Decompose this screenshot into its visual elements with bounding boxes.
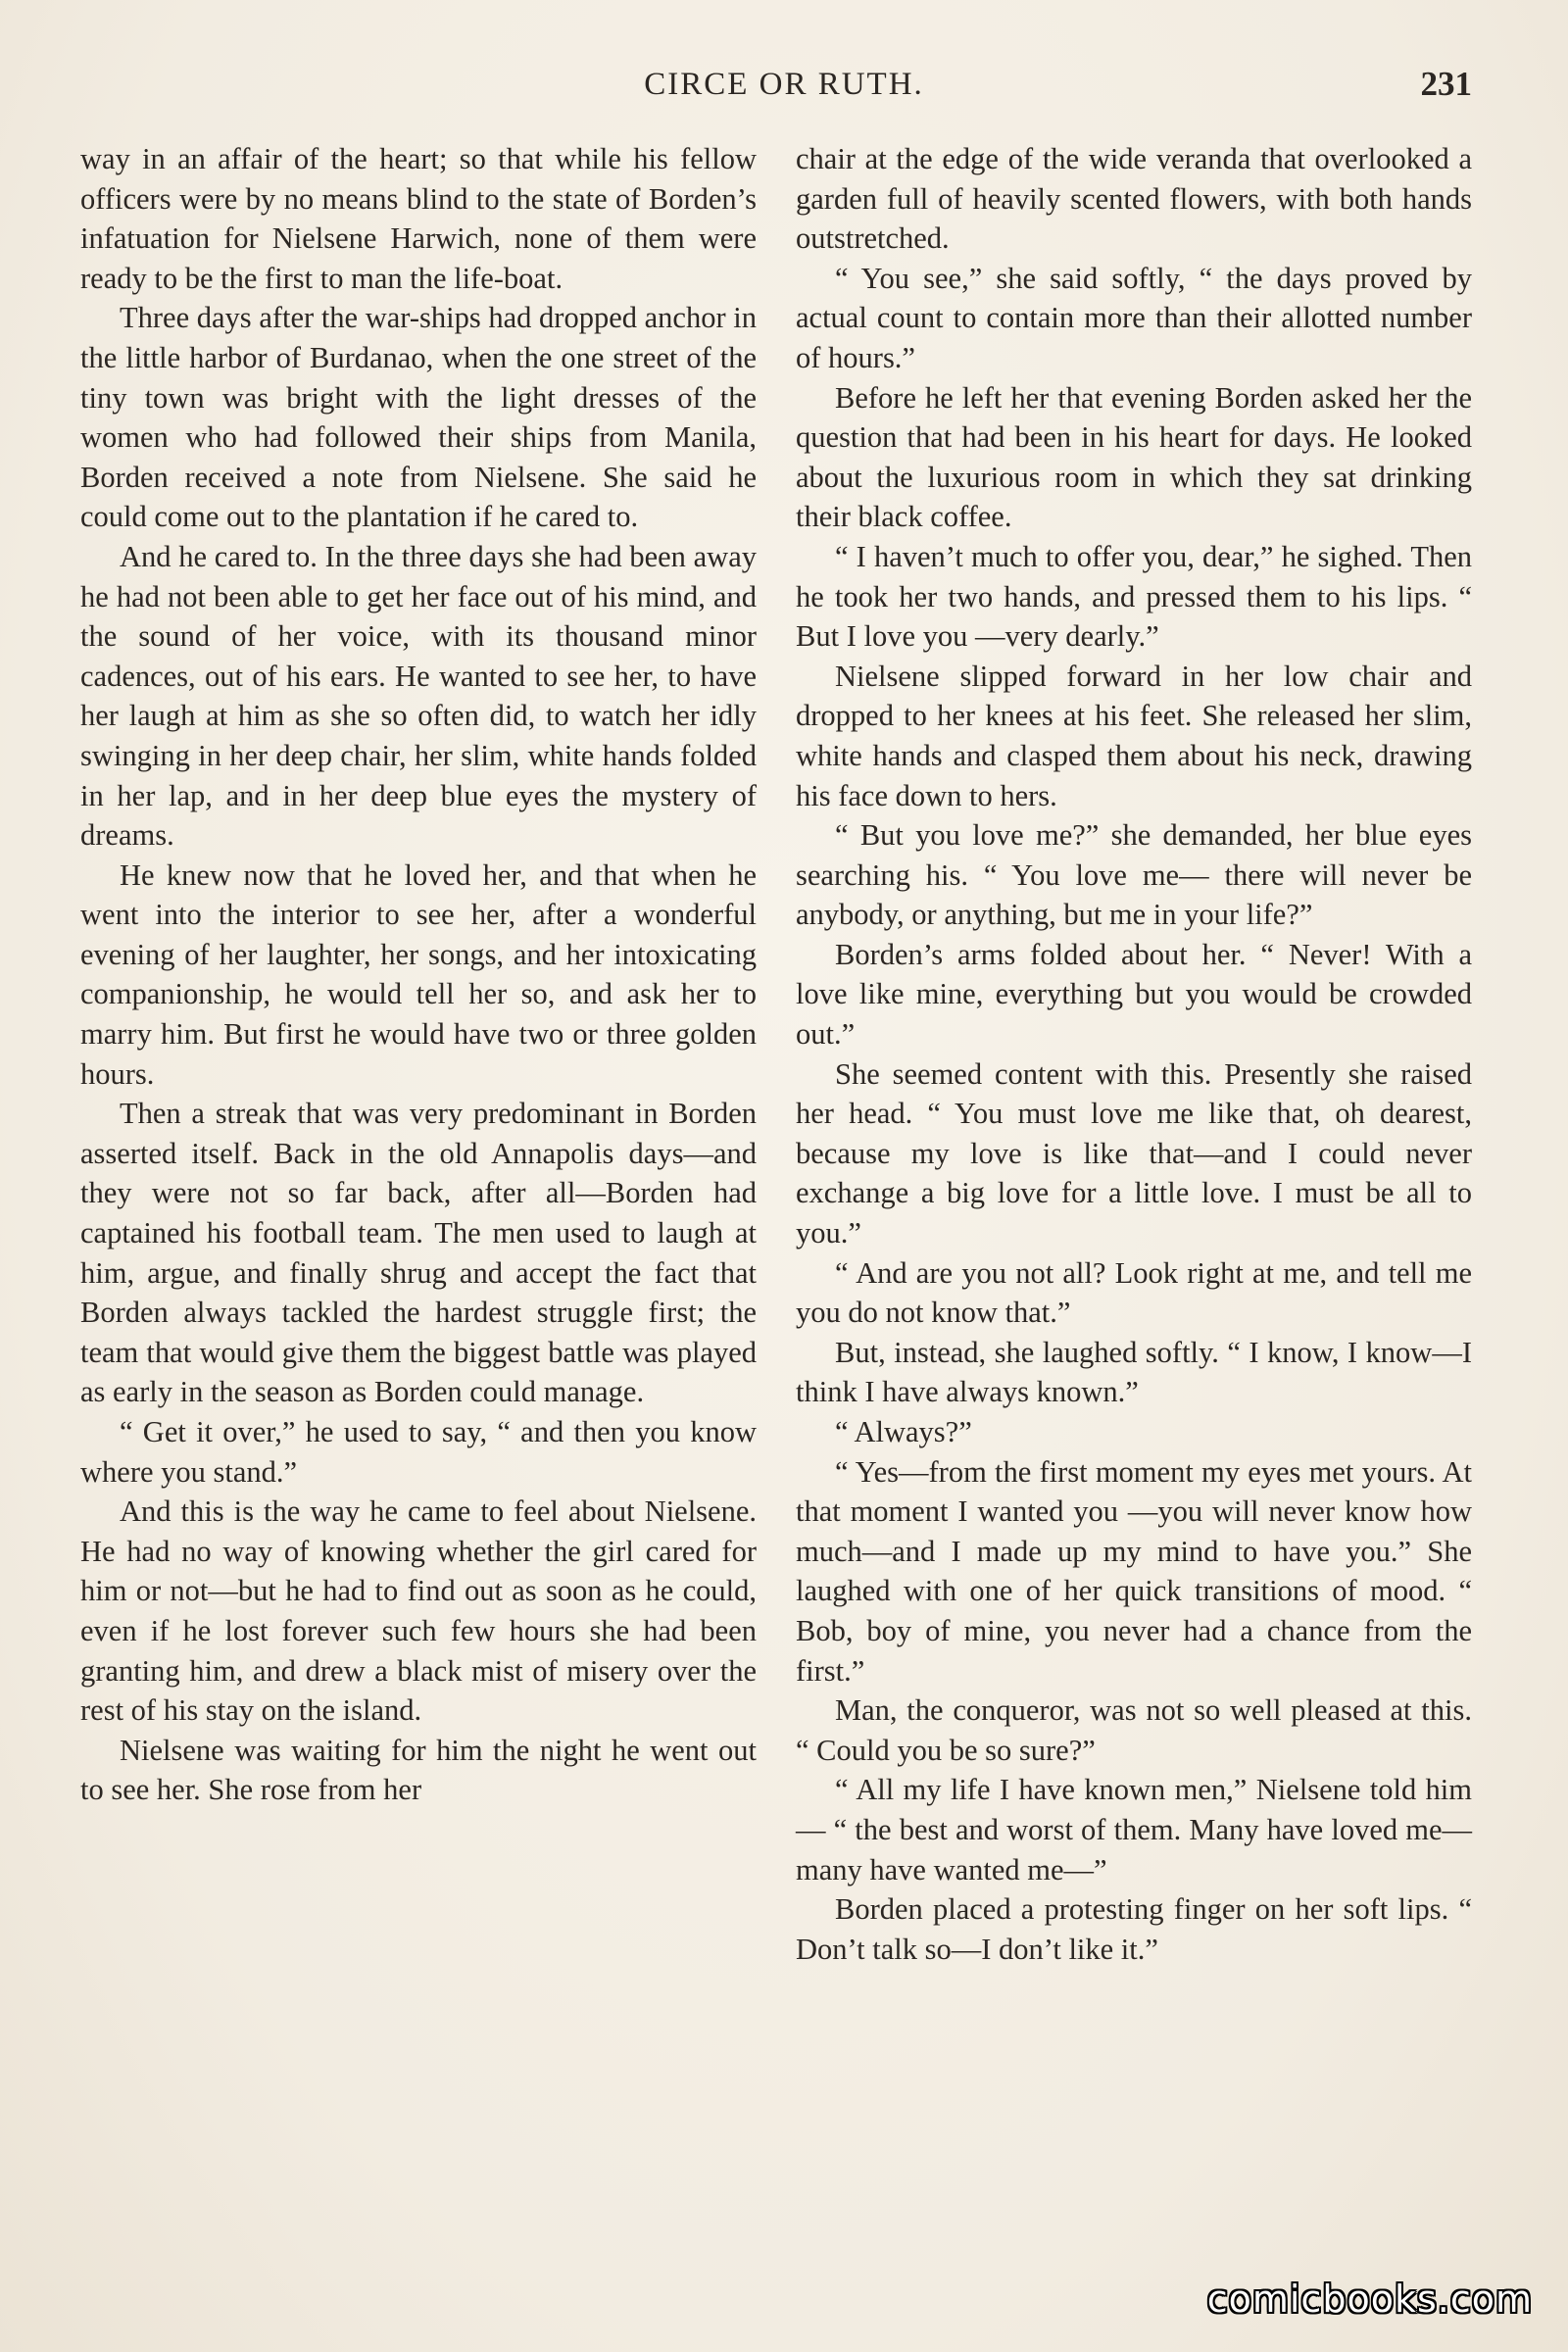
- running-title: CIRCE OR RUTH.: [644, 67, 924, 102]
- paragraph: “ You see,” she said softly, “ the days proved by actual count to contain more than their allotted number of hours.”: [796, 261, 1472, 374]
- paragraph: Then a streak that was very predominant in Borden asserted itself. Back in the old Annapolis days—and they were not so far back, after all—Borden had captained his football team. The men used to laugh at him, argue, and finally shrug and accept the fact that Borden always tackled the hardest struggle first; the team that would give them the biggest battle was played as early in the season as Borden could manage.: [80, 1097, 757, 1409]
- paragraph: “ All my life I have known men,” Nielsene told him — “ the best and worst of them. Many have loved me—many have wanted me—”: [796, 1773, 1472, 1886]
- paragraph: “ Yes—from the first moment my eyes met yours. At that moment I wanted you —you will never know how much—and I made up my mind to have you.” She laughed with one of her quick transitions of mood. “ Bob, boy of mine, you never had a chance from the first.”: [796, 1454, 1472, 1688]
- paragraph: “ But you love me?” she demanded, her blue eyes searching his. “ You love me— there will never be anybody, or anything, but me in your life?”: [796, 818, 1472, 932]
- paragraph: Nielsene was waiting for him the night he went out to see her. She rose from her: [80, 1733, 757, 1807]
- paragraph: “ Get it over,” he used to say, “ and then you know where you stand.”: [80, 1415, 757, 1489]
- paragraph: Borden placed a protesting finger on her soft lips. “ Don’t talk so—I don’t like it.”: [796, 1892, 1472, 1966]
- paragraph: way in an affair of the heart; so that while his fellow officers were by no means blind to the state of Borden’s infatuation for Nielsene Harwich, none of them were ready to be the first to man the life-boat.: [80, 142, 757, 295]
- text-columns: [80, 139, 1472, 1969]
- paragraph: Nielsene slipped forward in her low chair and dropped to her knees at his feet. She released her slim, white hands and clasped them about his neck, drawing his face down to hers.: [796, 659, 1472, 812]
- paragraph: chair at the edge of the wide veranda that overlooked a garden full of heavily scented flowers, with both hands outstretched.: [796, 142, 1472, 256]
- paragraph: He knew now that he loved her, and that when he went into the interior to see her, after a wonderful evening of her laughter, her songs, and her intoxicating companionship, he would tell her so, and ask her to marry him. But first he would have two or three golden hours.: [80, 858, 757, 1091]
- page-number: 231: [1420, 65, 1472, 103]
- paragraph: And this is the way he came to feel about Nielsene. He had no way of knowing whether the girl cared for him or not—but he had to find out as soon as he could, even if he lost forever such few hours she had been granting him, and drew a black mist of misery over the rest of his stay on the island.: [80, 1494, 757, 1728]
- right-column: [796, 139, 1472, 1969]
- page-header: [0, 61, 1568, 110]
- paragraph: Before he left her that evening Borden asked her the question that had been in his heart for days. He looked about the luxurious room in which they sat drinking their black coffee.: [796, 380, 1472, 534]
- paragraph: Borden’s arms folded about her. “ Never! With a love like mine, everything but you would be crowded out.”: [796, 937, 1472, 1052]
- paragraph: And he cared to. In the three days she had been away he had not been able to get her face out of his mind, and the sound of her voice, with its thousand minor cadences, out of his ears. He wanted to see her, to have her laugh at him as she so often did, to watch her idly swinging in her deep chair, her slim, white hands folded in her lap, and in her deep blue eyes the mystery of dreams.: [80, 539, 757, 853]
- paragraph: But, instead, she laughed softly. “ I know, I know—I think I have always known.”: [796, 1335, 1472, 1409]
- paragraph: “ And are you not all? Look right at me, and tell me you do not know that.”: [796, 1255, 1472, 1330]
- paragraph: Man, the conqueror, was not so well pleased at this. “ Could you be so sure?”: [796, 1693, 1472, 1767]
- paragraph: “ I haven’t much to offer you, dear,” he sighed. Then he took her two hands, and pressed them to his lips. “ But I love you —very dearly.”: [796, 539, 1472, 654]
- left-column: [80, 139, 757, 1969]
- paragraph: Three days after the war-ships had dropped anchor in the little harbor of Burdanao, when the one street of the tiny town was bright with the light dresses of the women who had followed their ships from Manila, Borden received a note from Nielsene. She said he could come out to the plantation if he cared to.: [80, 301, 757, 534]
- paragraph: She seemed content with this. Presently she raised her head. “ You must love me like that, oh dearest, because my love is like that—and I could never exchange a big love for a little love. I must be all to you.”: [796, 1056, 1472, 1250]
- paragraph: “ Always?”: [835, 1415, 972, 1448]
- watermark-logo: comicbooks.com: [1206, 2278, 1533, 2321]
